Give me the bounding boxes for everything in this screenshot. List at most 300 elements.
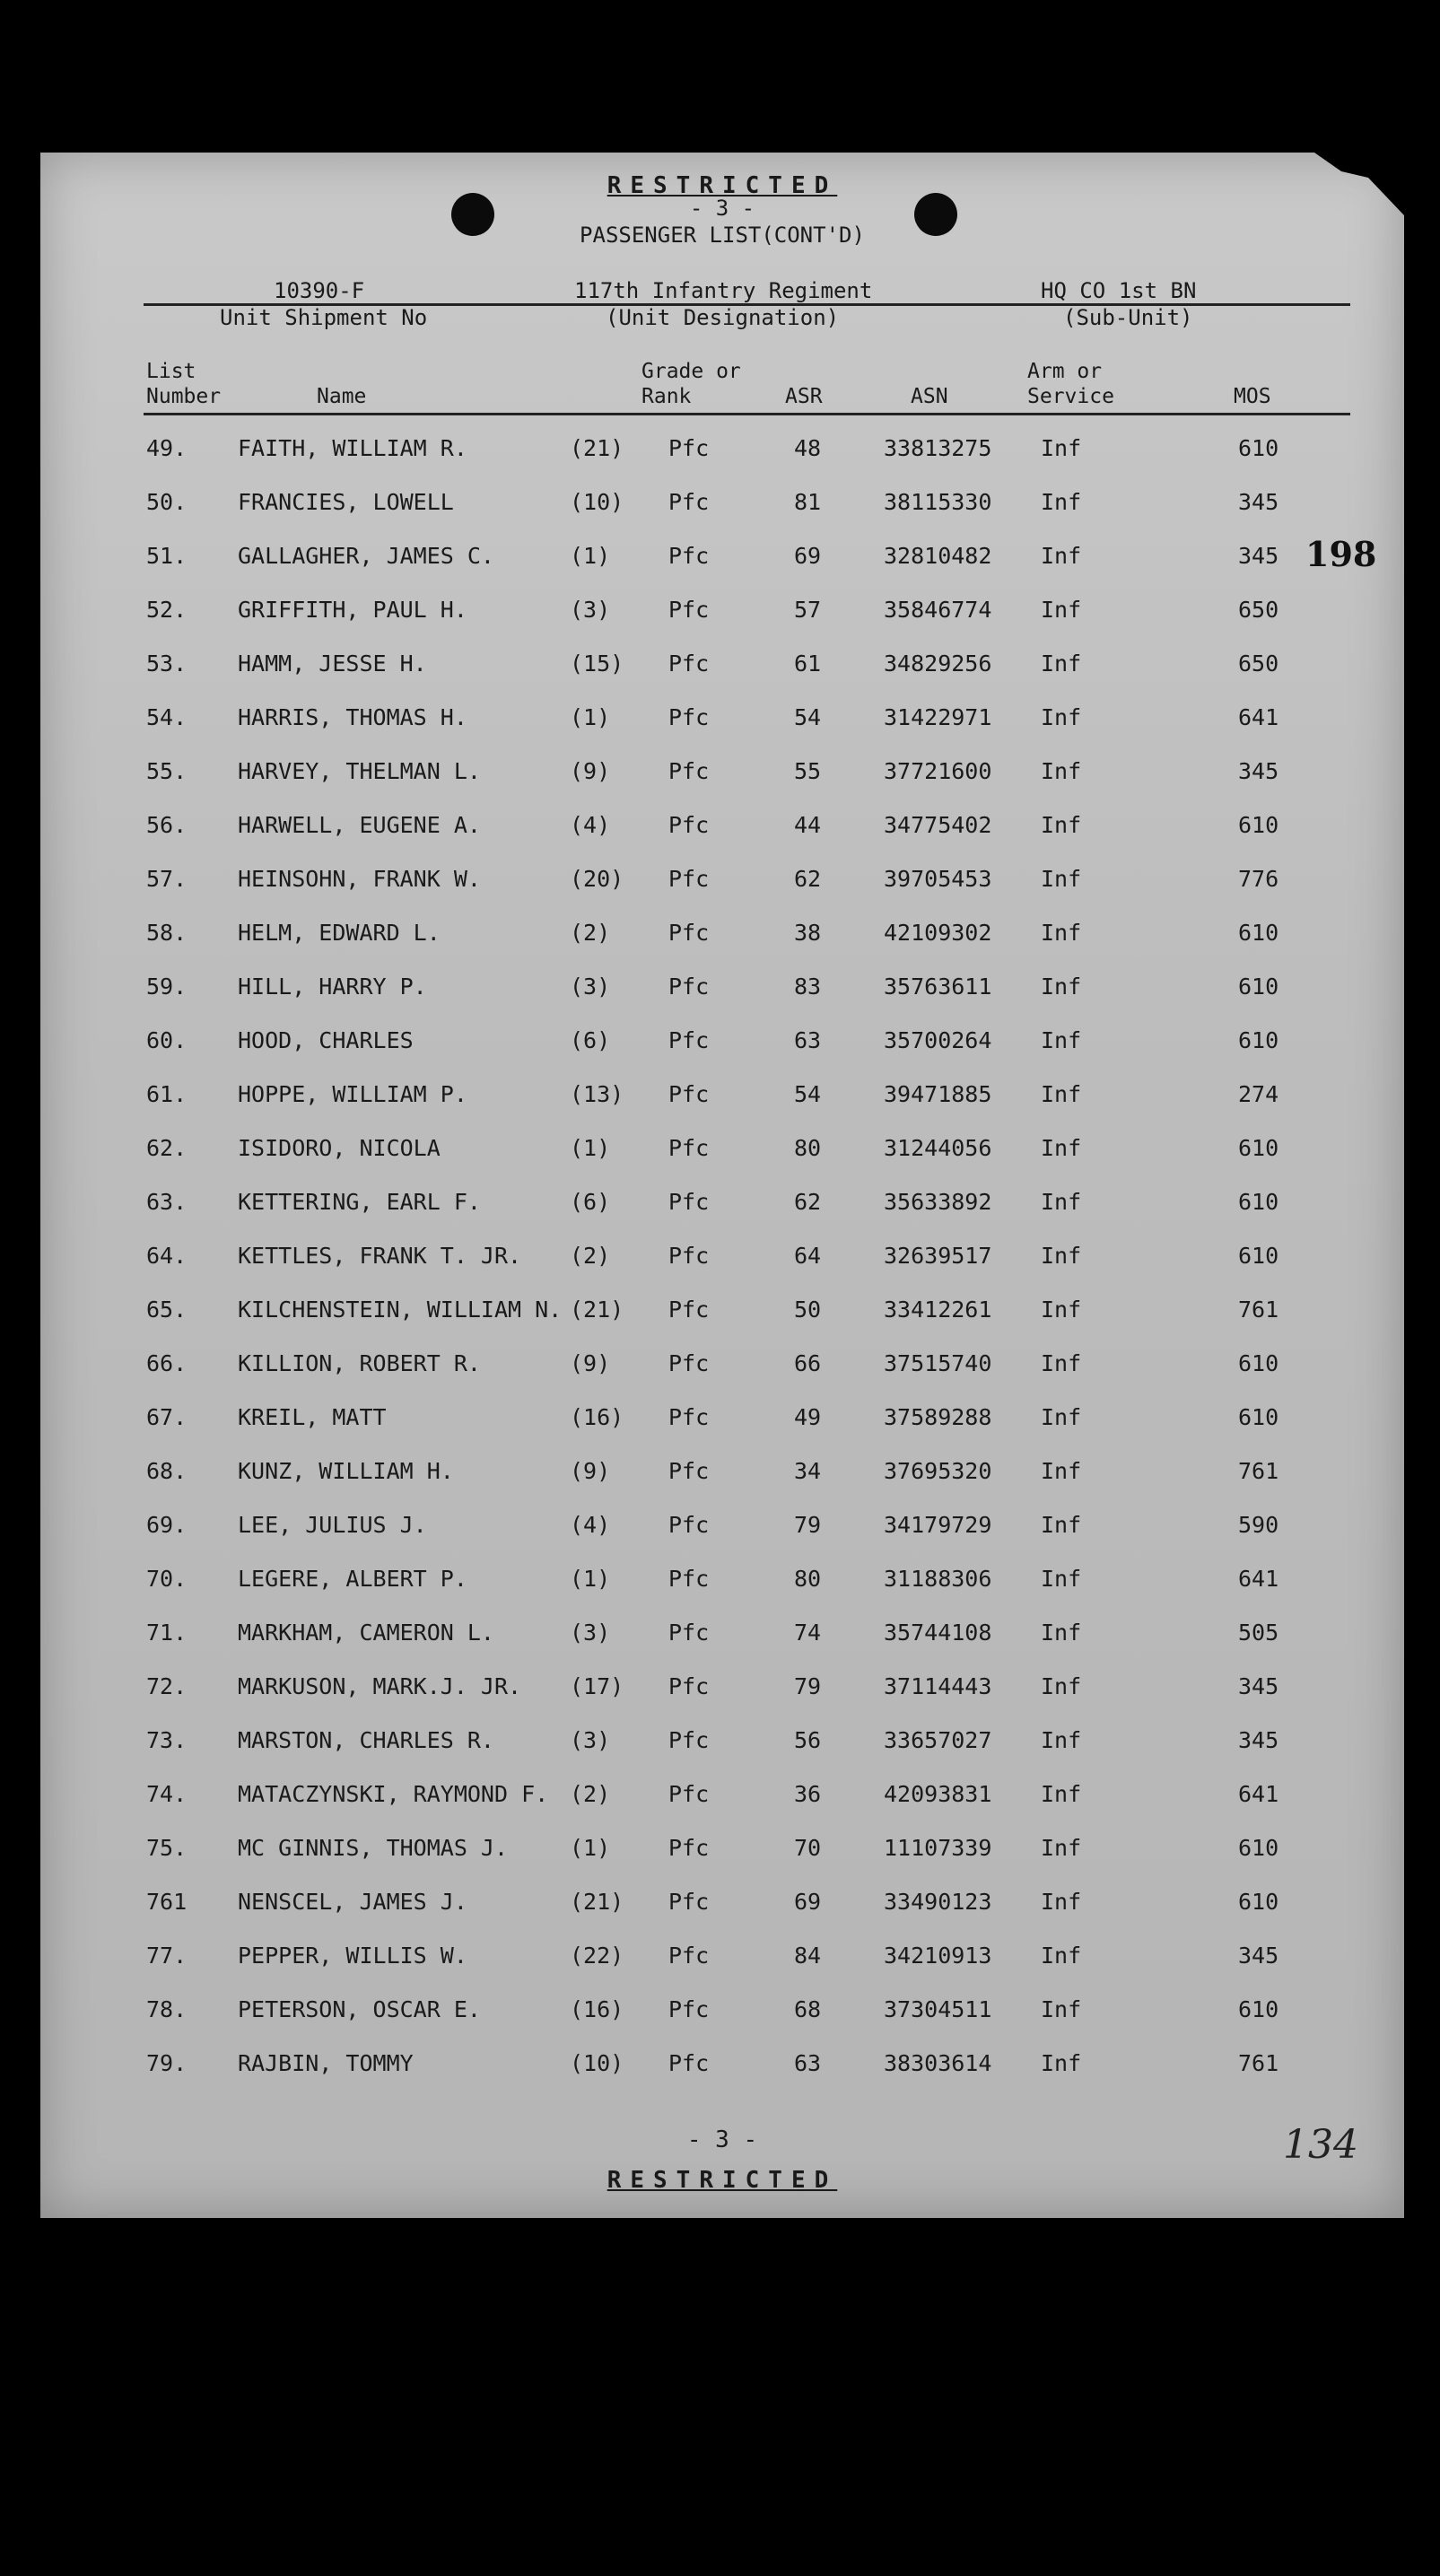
table-row: [40, 1566, 1404, 1602]
row-mos: 610: [1238, 920, 1279, 946]
row-asr: 55: [794, 758, 822, 784]
table-row: [40, 651, 1404, 686]
row-asr: 83: [794, 974, 822, 1000]
row-grade: Pfc: [668, 1943, 710, 1969]
row-code: (6): [570, 1189, 611, 1215]
row-grade: Pfc: [668, 1404, 710, 1430]
row-list-number: 62.: [146, 1135, 188, 1161]
row-asn: 37114443: [884, 1673, 992, 1699]
row-list-number: 761: [146, 1889, 188, 1915]
row-arm: Inf: [1041, 1458, 1082, 1484]
table-row: [40, 974, 1404, 1009]
row-grade: Pfc: [668, 1889, 710, 1915]
row-arm: Inf: [1041, 435, 1082, 461]
row-list-number: 52.: [146, 597, 188, 623]
restricted-footer: RESTRICTED: [607, 2167, 838, 2194]
table-row: [40, 758, 1404, 794]
row-list-number: 64.: [146, 1243, 188, 1269]
row-asn: 34210913: [884, 1943, 992, 1969]
shipment-label: Unit Shipment No: [220, 305, 428, 330]
row-asr: 69: [794, 543, 822, 569]
table-row: [40, 597, 1404, 633]
shipment-number: 10390-F: [274, 278, 365, 303]
row-name: LEE, JULIUS J.: [238, 1512, 427, 1538]
row-grade: Pfc: [668, 651, 710, 677]
row-list-number: 61.: [146, 1081, 188, 1107]
row-grade: Pfc: [668, 866, 710, 892]
row-list-number: 51.: [146, 543, 188, 569]
row-list-number: 53.: [146, 651, 188, 677]
row-mos: 641: [1238, 1566, 1279, 1592]
row-arm: Inf: [1041, 812, 1082, 838]
row-arm: Inf: [1041, 597, 1082, 623]
row-arm: Inf: [1041, 1996, 1082, 2022]
row-mos: 590: [1238, 1512, 1279, 1538]
row-code: (1): [570, 543, 611, 569]
table-row: [40, 1620, 1404, 1655]
row-asn: 38303614: [884, 2050, 992, 2076]
table-row: [40, 1297, 1404, 1332]
row-mos: 610: [1238, 1835, 1279, 1861]
row-mos: 274: [1238, 1081, 1279, 1107]
row-mos: 610: [1238, 1027, 1279, 1053]
row-name: RAJBIN, TOMMY: [238, 2050, 414, 2076]
row-name: KILCHENSTEIN, WILLIAM N.: [238, 1297, 563, 1323]
table-row: [40, 1996, 1404, 2032]
row-code: (3): [570, 974, 611, 1000]
row-code: (15): [570, 651, 624, 677]
row-list-number: 50.: [146, 489, 188, 515]
row-arm: Inf: [1041, 543, 1082, 569]
row-name: HARVEY, THELMAN L.: [238, 758, 481, 784]
row-asn: 39705453: [884, 866, 992, 892]
row-mos: 345: [1238, 758, 1279, 784]
row-grade: Pfc: [668, 1566, 710, 1592]
row-asr: 63: [794, 1027, 822, 1053]
row-mos: 610: [1238, 435, 1279, 461]
row-list-number: 67.: [146, 1404, 188, 1430]
row-asr: 63: [794, 2050, 822, 2076]
row-code: (16): [570, 1996, 624, 2022]
row-grade: Pfc: [668, 1512, 710, 1538]
row-code: (22): [570, 1943, 624, 1969]
row-asn: 33657027: [884, 1727, 992, 1753]
row-name: MARKHAM, CAMERON L.: [238, 1620, 494, 1646]
row-grade: Pfc: [668, 1243, 710, 1269]
row-grade: Pfc: [668, 1781, 710, 1807]
row-grade: Pfc: [668, 974, 710, 1000]
row-grade: Pfc: [668, 1996, 710, 2022]
col-grade: Grade or Rank: [641, 360, 741, 408]
row-asr: 62: [794, 1189, 822, 1215]
table-row: [40, 1243, 1404, 1279]
table-row: [40, 489, 1404, 525]
row-asr: 80: [794, 1566, 822, 1592]
row-grade: Pfc: [668, 920, 710, 946]
row-code: (1): [570, 704, 611, 730]
row-mos: 345: [1238, 1943, 1279, 1969]
unit-designation: 117th Infantry Regiment: [574, 278, 873, 303]
row-arm: Inf: [1041, 704, 1082, 730]
row-mos: 345: [1238, 489, 1279, 515]
row-asr: 68: [794, 1996, 822, 2022]
row-mos: 610: [1238, 1135, 1279, 1161]
document-page: [40, 153, 1404, 2218]
row-grade: Pfc: [668, 704, 710, 730]
row-asr: 49: [794, 1404, 822, 1430]
row-code: (9): [570, 1458, 611, 1484]
row-name: HOOD, CHARLES: [238, 1027, 414, 1053]
row-arm: Inf: [1041, 1027, 1082, 1053]
row-arm: Inf: [1041, 866, 1082, 892]
row-list-number: 56.: [146, 812, 188, 838]
row-asr: 48: [794, 435, 822, 461]
row-asr: 79: [794, 1673, 822, 1699]
table-row: [40, 1889, 1404, 1925]
row-asr: 57: [794, 597, 822, 623]
row-list-number: 73.: [146, 1727, 188, 1753]
row-code: (9): [570, 758, 611, 784]
row-asn: 35763611: [884, 974, 992, 1000]
row-mos: 610: [1238, 812, 1279, 838]
table-row: [40, 2050, 1404, 2086]
row-asn: 38115330: [884, 489, 992, 515]
row-mos: 345: [1238, 543, 1279, 569]
table-row: [40, 1404, 1404, 1440]
table-row: [40, 704, 1404, 740]
sub-unit-label: (Sub-Unit): [1063, 305, 1193, 330]
row-name: KUNZ, WILLIAM H.: [238, 1458, 454, 1484]
row-arm: Inf: [1041, 1673, 1082, 1699]
row-list-number: 55.: [146, 758, 188, 784]
row-name: PETERSON, OSCAR E.: [238, 1996, 481, 2022]
row-asr: 84: [794, 1943, 822, 1969]
row-mos: 610: [1238, 1404, 1279, 1430]
row-arm: Inf: [1041, 1135, 1082, 1161]
row-mos: 776: [1238, 866, 1279, 892]
row-asn: 35744108: [884, 1620, 992, 1646]
column-rule: [144, 413, 1350, 415]
row-asn: 34179729: [884, 1512, 992, 1538]
row-arm: Inf: [1041, 974, 1082, 1000]
row-grade: Pfc: [668, 1297, 710, 1323]
row-code: (10): [570, 489, 624, 515]
row-code: (16): [570, 1404, 624, 1430]
row-list-number: 66.: [146, 1350, 188, 1376]
table-row: [40, 435, 1404, 471]
table-row: [40, 543, 1404, 579]
row-mos: 610: [1238, 974, 1279, 1000]
row-asn: 33412261: [884, 1297, 992, 1323]
table-row: [40, 866, 1404, 902]
row-code: (9): [570, 1350, 611, 1376]
row-arm: Inf: [1041, 1727, 1082, 1753]
row-list-number: 69.: [146, 1512, 188, 1538]
table-row: [40, 920, 1404, 956]
row-mos: 650: [1238, 597, 1279, 623]
row-code: (17): [570, 1673, 624, 1699]
col-name: Name: [317, 385, 367, 408]
row-name: FAITH, WILLIAM R.: [238, 435, 467, 461]
row-asn: 37515740: [884, 1350, 992, 1376]
table-row: [40, 1512, 1404, 1548]
row-asr: 54: [794, 704, 822, 730]
row-code: (2): [570, 1243, 611, 1269]
row-code: (1): [570, 1566, 611, 1592]
row-asr: 36: [794, 1781, 822, 1807]
col-list-number: List Number: [146, 360, 222, 408]
row-code: (4): [570, 1512, 611, 1538]
row-mos: 641: [1238, 1781, 1279, 1807]
row-asn: 11107339: [884, 1835, 992, 1861]
row-asr: 44: [794, 812, 822, 838]
row-asn: 42093831: [884, 1781, 992, 1807]
row-asr: 54: [794, 1081, 822, 1107]
row-arm: Inf: [1041, 1512, 1082, 1538]
row-arm: Inf: [1041, 1889, 1082, 1915]
row-arm: Inf: [1041, 1943, 1082, 1969]
row-asr: 81: [794, 489, 822, 515]
row-arm: Inf: [1041, 1350, 1082, 1376]
row-grade: Pfc: [668, 1620, 710, 1646]
row-list-number: 71.: [146, 1620, 188, 1646]
row-name: HARWELL, EUGENE A.: [238, 812, 481, 838]
row-grade: Pfc: [668, 812, 710, 838]
row-list-number: 74.: [146, 1781, 188, 1807]
row-arm: Inf: [1041, 1835, 1082, 1861]
row-list-number: 58.: [146, 920, 188, 946]
row-code: (10): [570, 2050, 624, 2076]
row-asn: 37695320: [884, 1458, 992, 1484]
table-row: [40, 1727, 1404, 1763]
row-code: (13): [570, 1081, 624, 1107]
row-asr: 70: [794, 1835, 822, 1861]
row-code: (21): [570, 1297, 624, 1323]
row-grade: Pfc: [668, 1027, 710, 1053]
row-grade: Pfc: [668, 543, 710, 569]
row-code: (6): [570, 1027, 611, 1053]
row-code: (3): [570, 597, 611, 623]
row-name: KETTERING, EARL F.: [238, 1189, 481, 1215]
row-code: (21): [570, 1889, 624, 1915]
row-arm: Inf: [1041, 920, 1082, 946]
row-asr: 50: [794, 1297, 822, 1323]
row-grade: Pfc: [668, 1081, 710, 1107]
row-asn: 33490123: [884, 1889, 992, 1915]
row-arm: Inf: [1041, 489, 1082, 515]
unit-label: (Unit Designation): [606, 305, 840, 330]
row-asn: 35846774: [884, 597, 992, 623]
row-asn: 35633892: [884, 1189, 992, 1215]
table-row: [40, 1189, 1404, 1225]
row-name: PEPPER, WILLIS W.: [238, 1943, 467, 1969]
row-arm: Inf: [1041, 651, 1082, 677]
sub-unit: HQ CO 1st BN: [1041, 278, 1197, 303]
table-row: [40, 1027, 1404, 1063]
row-mos: 610: [1238, 1996, 1279, 2022]
table-row: [40, 1835, 1404, 1871]
row-grade: Pfc: [668, 1189, 710, 1215]
row-list-number: 59.: [146, 974, 188, 1000]
row-list-number: 65.: [146, 1297, 188, 1323]
list-title: PASSENGER LIST(CONT'D): [580, 223, 865, 248]
row-list-number: 79.: [146, 2050, 188, 2076]
row-mos: 345: [1238, 1673, 1279, 1699]
row-code: (2): [570, 1781, 611, 1807]
row-list-number: 54.: [146, 704, 188, 730]
row-name: LEGERE, ALBERT P.: [238, 1566, 467, 1592]
row-asn: 31188306: [884, 1566, 992, 1592]
row-code: (3): [570, 1620, 611, 1646]
row-arm: Inf: [1041, 1297, 1082, 1323]
table-row: [40, 1135, 1404, 1171]
row-name: HARRIS, THOMAS H.: [238, 704, 467, 730]
row-mos: 610: [1238, 1243, 1279, 1269]
row-mos: 610: [1238, 1350, 1279, 1376]
row-name: HAMM, JESSE H.: [238, 651, 427, 677]
row-asn: 37721600: [884, 758, 992, 784]
row-asr: 64: [794, 1243, 822, 1269]
col-asn: ASN: [911, 385, 948, 408]
row-asn: 39471885: [884, 1081, 992, 1107]
row-asr: 80: [794, 1135, 822, 1161]
row-list-number: 77.: [146, 1943, 188, 1969]
row-grade: Pfc: [668, 1458, 710, 1484]
row-grade: Pfc: [668, 597, 710, 623]
row-list-number: 57.: [146, 866, 188, 892]
page-number: - 3 -: [686, 2126, 758, 2153]
row-list-number: 78.: [146, 1996, 188, 2022]
row-name: NENSCEL, JAMES J.: [238, 1889, 467, 1915]
row-arm: Inf: [1041, 1243, 1082, 1269]
row-asr: 61: [794, 651, 822, 677]
row-grade: Pfc: [668, 489, 710, 515]
row-grade: Pfc: [668, 1135, 710, 1161]
row-grade: Pfc: [668, 1835, 710, 1861]
row-list-number: 60.: [146, 1027, 188, 1053]
row-name: MATACZYNSKI, RAYMOND F.: [238, 1781, 549, 1807]
row-asr: 69: [794, 1889, 822, 1915]
table-row: [40, 1081, 1404, 1117]
row-name: MC GINNIS, THOMAS J.: [238, 1835, 509, 1861]
row-name: GALLAGHER, JAMES C.: [238, 543, 494, 569]
handwritten-page-number: 134: [1283, 2122, 1358, 2168]
page-marker-top: - 3 -: [689, 196, 755, 221]
row-name: HOPPE, WILLIAM P.: [238, 1081, 467, 1107]
row-asr: 66: [794, 1350, 822, 1376]
row-arm: Inf: [1041, 758, 1082, 784]
row-asr: 34: [794, 1458, 822, 1484]
row-name: ISIDORO, NICOLA: [238, 1135, 441, 1161]
restricted-heading: RESTRICTED: [607, 172, 838, 199]
row-asn: 42109302: [884, 920, 992, 946]
table-row: [40, 1458, 1404, 1494]
col-asr: ASR: [785, 385, 823, 408]
row-asn: 37589288: [884, 1404, 992, 1430]
table-row: [40, 1350, 1404, 1386]
row-mos: 761: [1238, 1297, 1279, 1323]
row-mos: 610: [1238, 1189, 1279, 1215]
row-code: (4): [570, 812, 611, 838]
row-grade: Pfc: [668, 1350, 710, 1376]
row-asr: 79: [794, 1512, 822, 1538]
row-code: (1): [570, 1835, 611, 1861]
row-grade: Pfc: [668, 2050, 710, 2076]
row-name: HELM, EDWARD L.: [238, 920, 441, 946]
row-arm: Inf: [1041, 1620, 1082, 1646]
row-mos: 610: [1238, 1889, 1279, 1915]
row-name: MARSTON, CHARLES R.: [238, 1727, 494, 1753]
stamp-number: 198: [1305, 534, 1377, 574]
col-arm: Arm or Service: [1027, 360, 1114, 408]
row-code: (3): [570, 1727, 611, 1753]
row-arm: Inf: [1041, 2050, 1082, 2076]
row-name: HILL, HARRY P.: [238, 974, 427, 1000]
row-name: HEINSOHN, FRANK W.: [238, 866, 481, 892]
row-asr: 62: [794, 866, 822, 892]
row-asr: 38: [794, 920, 822, 946]
row-asr: 56: [794, 1727, 822, 1753]
row-asn: 34775402: [884, 812, 992, 838]
row-asn: 33813275: [884, 435, 992, 461]
row-name: FRANCIES, LOWELL: [238, 489, 454, 515]
table-row: [40, 1673, 1404, 1709]
row-mos: 761: [1238, 1458, 1279, 1484]
row-list-number: 70.: [146, 1566, 188, 1592]
row-name: MARKUSON, MARK.J. JR.: [238, 1673, 522, 1699]
row-code: (1): [570, 1135, 611, 1161]
row-name: GRIFFITH, PAUL H.: [238, 597, 467, 623]
row-mos: 505: [1238, 1620, 1279, 1646]
row-name: KILLION, ROBERT R.: [238, 1350, 481, 1376]
row-mos: 345: [1238, 1727, 1279, 1753]
row-asn: 32639517: [884, 1243, 992, 1269]
row-list-number: 68.: [146, 1458, 188, 1484]
row-grade: Pfc: [668, 1673, 710, 1699]
row-grade: Pfc: [668, 435, 710, 461]
table-row: [40, 812, 1404, 848]
row-name: KREIL, MATT: [238, 1404, 387, 1430]
col-mos: MOS: [1234, 385, 1271, 408]
row-arm: Inf: [1041, 1081, 1082, 1107]
row-list-number: 63.: [146, 1189, 188, 1215]
row-asn: 34829256: [884, 651, 992, 677]
row-asn: 35700264: [884, 1027, 992, 1053]
table-row: [40, 1781, 1404, 1817]
row-code: (21): [570, 435, 624, 461]
row-mos: 641: [1238, 704, 1279, 730]
row-arm: Inf: [1041, 1566, 1082, 1592]
row-asr: 74: [794, 1620, 822, 1646]
row-mos: 650: [1238, 651, 1279, 677]
row-arm: Inf: [1041, 1404, 1082, 1430]
row-asn: 37304511: [884, 1996, 992, 2022]
row-asn: 31244056: [884, 1135, 992, 1161]
row-list-number: 72.: [146, 1673, 188, 1699]
row-mos: 761: [1238, 2050, 1279, 2076]
row-name: KETTLES, FRANK T. JR.: [238, 1243, 522, 1269]
row-code: (2): [570, 920, 611, 946]
row-list-number: 75.: [146, 1835, 188, 1861]
row-grade: Pfc: [668, 1727, 710, 1753]
row-arm: Inf: [1041, 1781, 1082, 1807]
row-asn: 32810482: [884, 543, 992, 569]
row-asn: 31422971: [884, 704, 992, 730]
table-row: [40, 1943, 1404, 1978]
row-arm: Inf: [1041, 1189, 1082, 1215]
row-code: (20): [570, 866, 624, 892]
row-grade: Pfc: [668, 758, 710, 784]
